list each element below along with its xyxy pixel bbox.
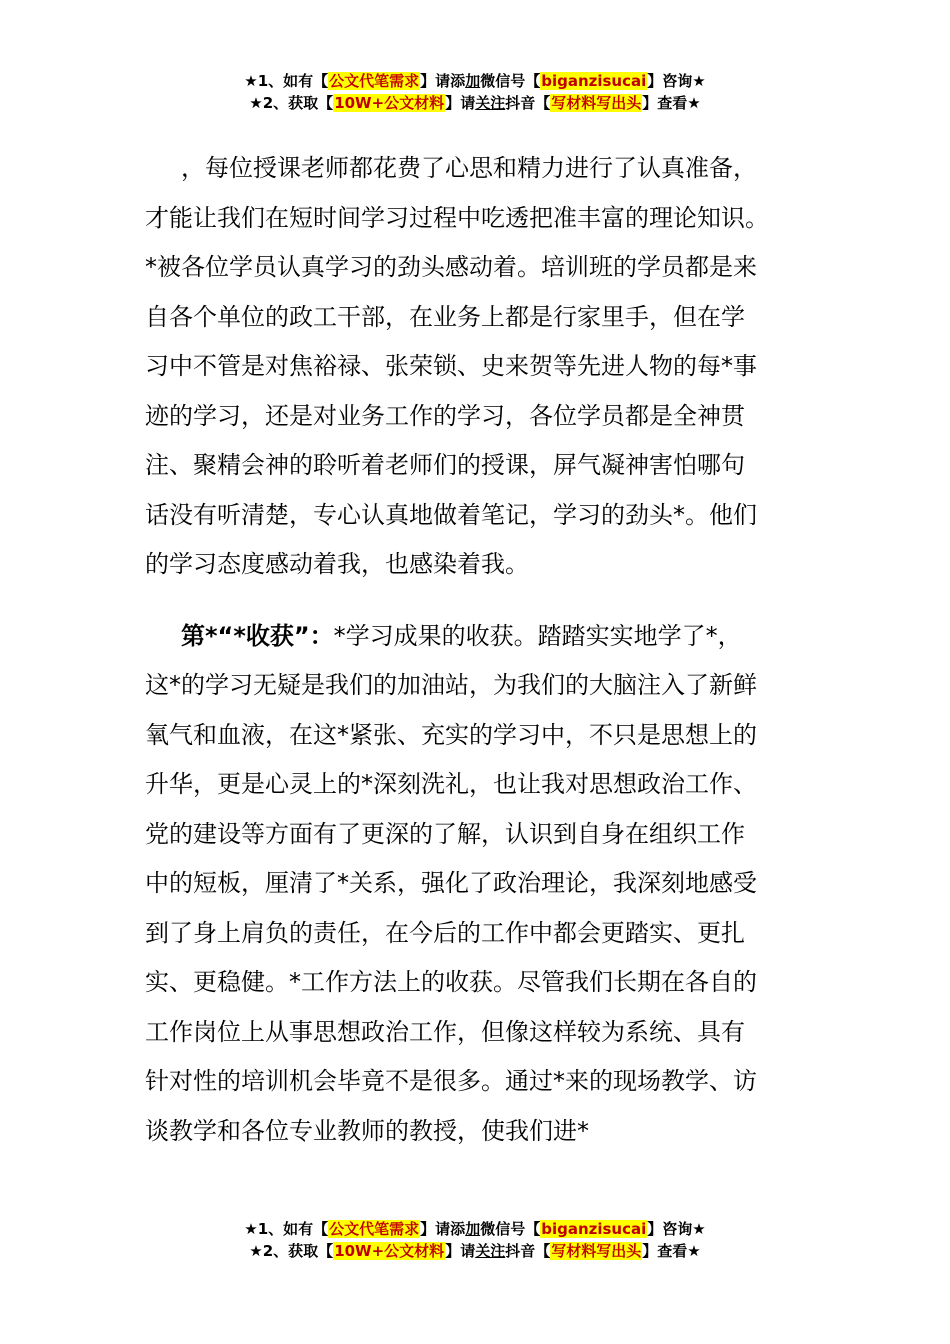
text-line: *学习成果的收获。踏踏实实地学了*， — [333, 621, 742, 650]
banner-underlined: 关注 — [475, 1242, 506, 1260]
banner-highlight: 公文代笔需求 — [329, 1220, 420, 1238]
banner-text: 微信号【 — [480, 72, 541, 90]
banner-text: 】请 — [445, 1242, 476, 1260]
document-body — [145, 144, 805, 1156]
text-line: *被各位学员认真学习的劲头感动着。培训班的学员都是来 — [145, 253, 757, 281]
text-line: 针对性的培训机会毕竟不是很多。通过*来的现场教学、访 — [145, 1067, 757, 1095]
banner-highlight: biganzisucai — [541, 72, 647, 90]
banner-line-1 — [0, 70, 950, 92]
text-line: 这*的学习无疑是我们的加油站，为我们的大脑注入了新鲜 — [145, 671, 757, 699]
text-line: 习中不管是对焦裕禄、张荣锁、史来贺等先进人物的每*事 — [145, 352, 757, 380]
banner-underlined: 加 — [465, 1220, 481, 1238]
banner-text: 】请 — [445, 94, 476, 112]
banner-text: ★1、如有【 — [244, 72, 329, 90]
paragraph-1 — [145, 144, 805, 590]
text-line: 到了身上肩负的责任，在今后的工作中都会更踏实、更扎 — [145, 918, 745, 947]
text-line: 才能让我们在短时间学习过程中吃透把准丰富的理论知识。 — [145, 203, 769, 232]
banner-text: 】咨询★ — [647, 1220, 706, 1238]
banner-text: ★2、获取【 — [249, 94, 334, 112]
banner-text: 】查看★ — [642, 94, 701, 112]
text-line: 迹的学习，还是对业务工作的学习，各位学员都是全神贯 — [145, 401, 745, 430]
top-banner — [0, 70, 950, 114]
bottom-banner — [0, 1218, 950, 1262]
text-line: 注、聚精会神的聆听着老师们的授课，屏气凝神害怕哪句 — [145, 451, 745, 479]
text-line: 氧气和血液，在这*紧张、充实的学习中，不只是思想上的 — [145, 720, 757, 749]
text-line: 升华，更是心灵上的*深刻洗礼，也让我对思想政治工作、 — [145, 770, 757, 798]
text-line: 话没有听清楚，专心认真地做着笔记，学习的劲头*。他们 — [145, 500, 757, 529]
banner-text: 】查看★ — [642, 1242, 701, 1260]
banner-text: 微信号【 — [480, 1220, 541, 1238]
paragraph-2 — [145, 612, 805, 1157]
banner-text: 】咨询★ — [647, 72, 706, 90]
banner-highlight: 公文代笔需求 — [329, 72, 420, 90]
banner-highlight: 10W+公文材料 — [334, 1242, 445, 1260]
banner-text: 】请添 — [420, 1220, 466, 1238]
banner-underlined: 加 — [465, 72, 481, 90]
text-line: 实、更稳健。*工作方法上的收获。尽管我们长期在各自的 — [145, 968, 757, 996]
banner-text: ★2、获取【 — [249, 1242, 334, 1260]
banner-highlight: biganzisucai — [541, 1220, 647, 1238]
banner-text: 抖音【 — [505, 94, 551, 112]
banner-text: ★1、如有【 — [244, 1220, 329, 1238]
banner-underlined: 关注 — [475, 94, 506, 112]
banner-highlight: 写材料写出头 — [551, 1242, 642, 1260]
banner-line-1 — [0, 1218, 950, 1240]
banner-line-2 — [0, 92, 950, 114]
banner-text: 抖音【 — [505, 1242, 551, 1260]
text-line: 谈教学和各位专业教师的教授，使我们进* — [145, 1116, 589, 1145]
text-line: ，每位授课老师都花费了心思和精力进行了认真准备， — [181, 154, 757, 182]
banner-line-2 — [0, 1240, 950, 1262]
banner-highlight: 10W+公文材料 — [334, 94, 445, 112]
text-line: 自各个单位的政工干部，在业务上都是行家里手，但在学 — [145, 302, 745, 331]
banner-text: 】请添 — [420, 72, 466, 90]
text-line: 的学习态度感动着我，也感染着我。 — [145, 550, 529, 578]
banner-highlight: 写材料写出头 — [551, 94, 642, 112]
text-line: 党的建设等方面有了更深的了解，认识到自身在组织工作 — [145, 819, 745, 848]
text-line: 工作岗位上从事思想政治工作，但像这样较为系统、具有 — [145, 1017, 745, 1046]
section-heading: 第*“*收获”： — [181, 621, 334, 650]
text-line: 中的短板，厘清了*关系，强化了政治理论，我深刻地感受 — [145, 869, 757, 897]
